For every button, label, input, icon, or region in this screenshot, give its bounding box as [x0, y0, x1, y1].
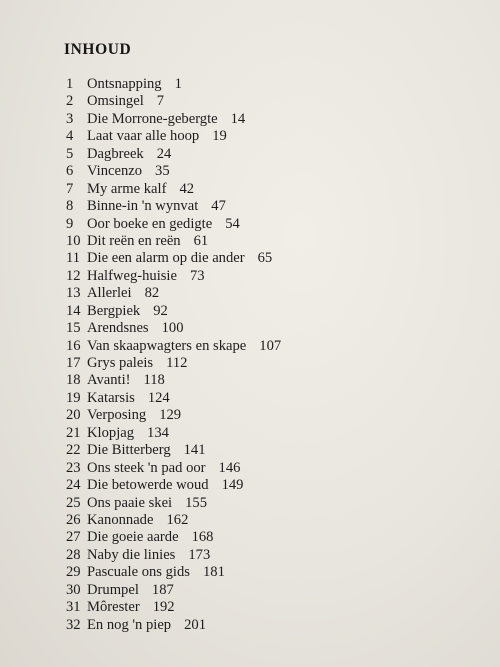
toc-entry	[66, 181, 281, 198]
chapter-title: Katarsis	[87, 389, 135, 406]
chapter-number: 1	[66, 76, 74, 92]
chapter-title: Van skaapwagters en skape	[87, 337, 247, 354]
chapter-number: 18	[66, 372, 81, 389]
toc-entry	[66, 233, 281, 250]
toc-entry	[66, 547, 281, 564]
chapter-title: Halfweg-huisie	[87, 267, 177, 284]
toc-entry	[66, 163, 281, 180]
chapter-number: 5	[66, 145, 74, 162]
toc-entry	[66, 495, 281, 512]
chapter-title: Môrester	[87, 599, 140, 616]
page-number: 129	[159, 407, 182, 424]
page-number: 61	[193, 232, 209, 249]
chapter-number: 26	[66, 511, 81, 528]
page-number: 47	[211, 198, 226, 215]
page-number: 149	[221, 477, 244, 494]
toc-entry	[66, 529, 281, 546]
chapter-title: Allerlei	[87, 285, 132, 302]
chapter-number: 16	[66, 337, 81, 354]
toc-entry	[66, 390, 281, 407]
page-number: 54	[225, 215, 240, 232]
page-number: 14	[230, 110, 246, 127]
page-number: 134	[147, 424, 169, 441]
toc-entry	[66, 146, 281, 163]
chapter-title: Die een alarm op die ander	[87, 250, 245, 267]
chapter-title: Avanti!	[87, 372, 131, 389]
chapter-number: 3	[66, 110, 74, 127]
chapter-title: Dit reën en reën	[87, 232, 181, 249]
chapter-number: 14	[66, 302, 81, 319]
toc-entry	[66, 407, 281, 424]
page-number: 141	[183, 442, 206, 459]
page-number: 201	[184, 616, 206, 633]
chapter-number: 17	[66, 355, 81, 371]
chapter-number: 10	[66, 232, 81, 249]
page-number: 73	[189, 267, 205, 284]
chapter-title: En nog 'n piep	[87, 616, 172, 633]
chapter-title: Binne-in 'n wynvat	[87, 198, 199, 215]
chapter-number: 19	[66, 389, 81, 406]
toc-entry	[66, 250, 281, 267]
toc-entry	[66, 425, 281, 442]
toc-entry	[66, 268, 281, 285]
page-number: 19	[212, 128, 227, 145]
chapter-number: 4	[66, 128, 74, 145]
chapter-number: 29	[66, 564, 81, 581]
page-number: 155	[185, 494, 207, 511]
chapter-title: Vincenzo	[87, 163, 143, 180]
chapter-number: 20	[66, 407, 81, 424]
toc-entry	[66, 128, 281, 145]
page-number: 24	[156, 145, 172, 162]
chapter-number: 7	[66, 180, 74, 197]
chapter-title: Die Bitterberg	[87, 442, 171, 459]
chapter-number: 13	[66, 285, 81, 302]
chapter-title: Bergpiek	[87, 302, 141, 319]
chapter-number: 28	[66, 546, 81, 563]
page-number: 181	[202, 564, 225, 581]
chapter-title: Die goeie aarde	[87, 529, 179, 546]
toc-entry	[66, 512, 281, 529]
chapter-title: Die betowerde woud	[87, 477, 209, 494]
page-number: 187	[151, 581, 174, 598]
chapter-number: 9	[66, 215, 74, 232]
chapter-title: Grys paleis	[87, 355, 154, 371]
table-of-contents	[66, 76, 281, 634]
toc-entry	[66, 477, 281, 494]
chapter-title: Pascuale ons gids	[87, 564, 190, 581]
chapter-title: Ons steek 'n pad oor	[87, 459, 206, 476]
chapter-title: Dagbreek	[87, 145, 144, 162]
chapter-title: Drumpel	[87, 581, 139, 598]
toc-entry	[66, 355, 281, 372]
chapter-number: 6	[66, 163, 74, 180]
toc-entry	[66, 564, 281, 581]
page-number: 112	[166, 355, 188, 371]
toc-entry	[66, 617, 281, 634]
page-number: 168	[191, 529, 214, 546]
chapter-title: Laat vaar alle hoop	[87, 128, 200, 145]
page-number: 173	[188, 546, 211, 563]
chapter-number: 24	[66, 477, 81, 494]
toc-entry	[66, 338, 281, 355]
chapter-number: 31	[66, 599, 81, 616]
chapter-number: 30	[66, 581, 81, 598]
page-number: 7	[156, 93, 165, 110]
toc-entry	[66, 320, 281, 337]
page-number: 92	[153, 302, 168, 319]
page-number: 100	[161, 320, 184, 337]
chapter-number: 25	[66, 494, 81, 511]
chapter-number: 2	[66, 93, 74, 110]
chapter-title: Die Morrone-gebergte	[87, 110, 218, 127]
page-number: 124	[147, 389, 170, 406]
chapter-title: Kanonnade	[87, 511, 154, 528]
toc-entry	[66, 599, 281, 616]
chapter-title: My arme kalf	[87, 180, 167, 197]
chapter-title: Klopjag	[87, 424, 135, 441]
chapter-number: 12	[66, 267, 81, 284]
chapter-number: 22	[66, 442, 81, 459]
chapter-number: 23	[66, 459, 81, 476]
toc-entry	[66, 93, 281, 110]
toc-entry	[66, 76, 281, 93]
chapter-title: Omsingel	[87, 93, 144, 110]
page-heading: INHOUD	[64, 41, 132, 58]
toc-entry	[66, 460, 281, 477]
chapter-number: 32	[66, 616, 81, 633]
chapter-number: 27	[66, 529, 81, 546]
toc-entry	[66, 442, 281, 459]
toc-entry	[66, 582, 281, 599]
toc-entry	[66, 216, 281, 233]
page-number: 65	[257, 250, 273, 267]
chapter-number: 21	[66, 424, 81, 441]
page-number: 35	[155, 163, 170, 180]
page-number: 118	[143, 372, 165, 389]
chapter-number: 15	[66, 320, 81, 337]
toc-entry	[66, 198, 281, 215]
chapter-title: Naby die linies	[87, 546, 176, 563]
page-number: 1	[174, 76, 182, 92]
chapter-title: Verposing	[87, 407, 147, 424]
chapter-number: 11	[66, 250, 81, 267]
chapter-title: Ons paaie skei	[87, 494, 173, 511]
page-number: 146	[218, 459, 241, 476]
chapter-title: Ontsnapping	[87, 76, 162, 92]
page-number: 162	[166, 511, 189, 528]
toc-entry	[66, 303, 281, 320]
page-number: 82	[144, 285, 160, 302]
toc-entry	[66, 372, 281, 389]
toc-entry	[66, 285, 281, 302]
chapter-title: Arendsnes	[87, 320, 149, 337]
chapter-number: 8	[66, 198, 74, 215]
page-number: 192	[152, 599, 175, 616]
page-number: 42	[179, 180, 195, 197]
chapter-title: Oor boeke en gedigte	[87, 215, 213, 232]
page-number: 107	[259, 337, 282, 354]
toc-entry	[66, 111, 281, 128]
